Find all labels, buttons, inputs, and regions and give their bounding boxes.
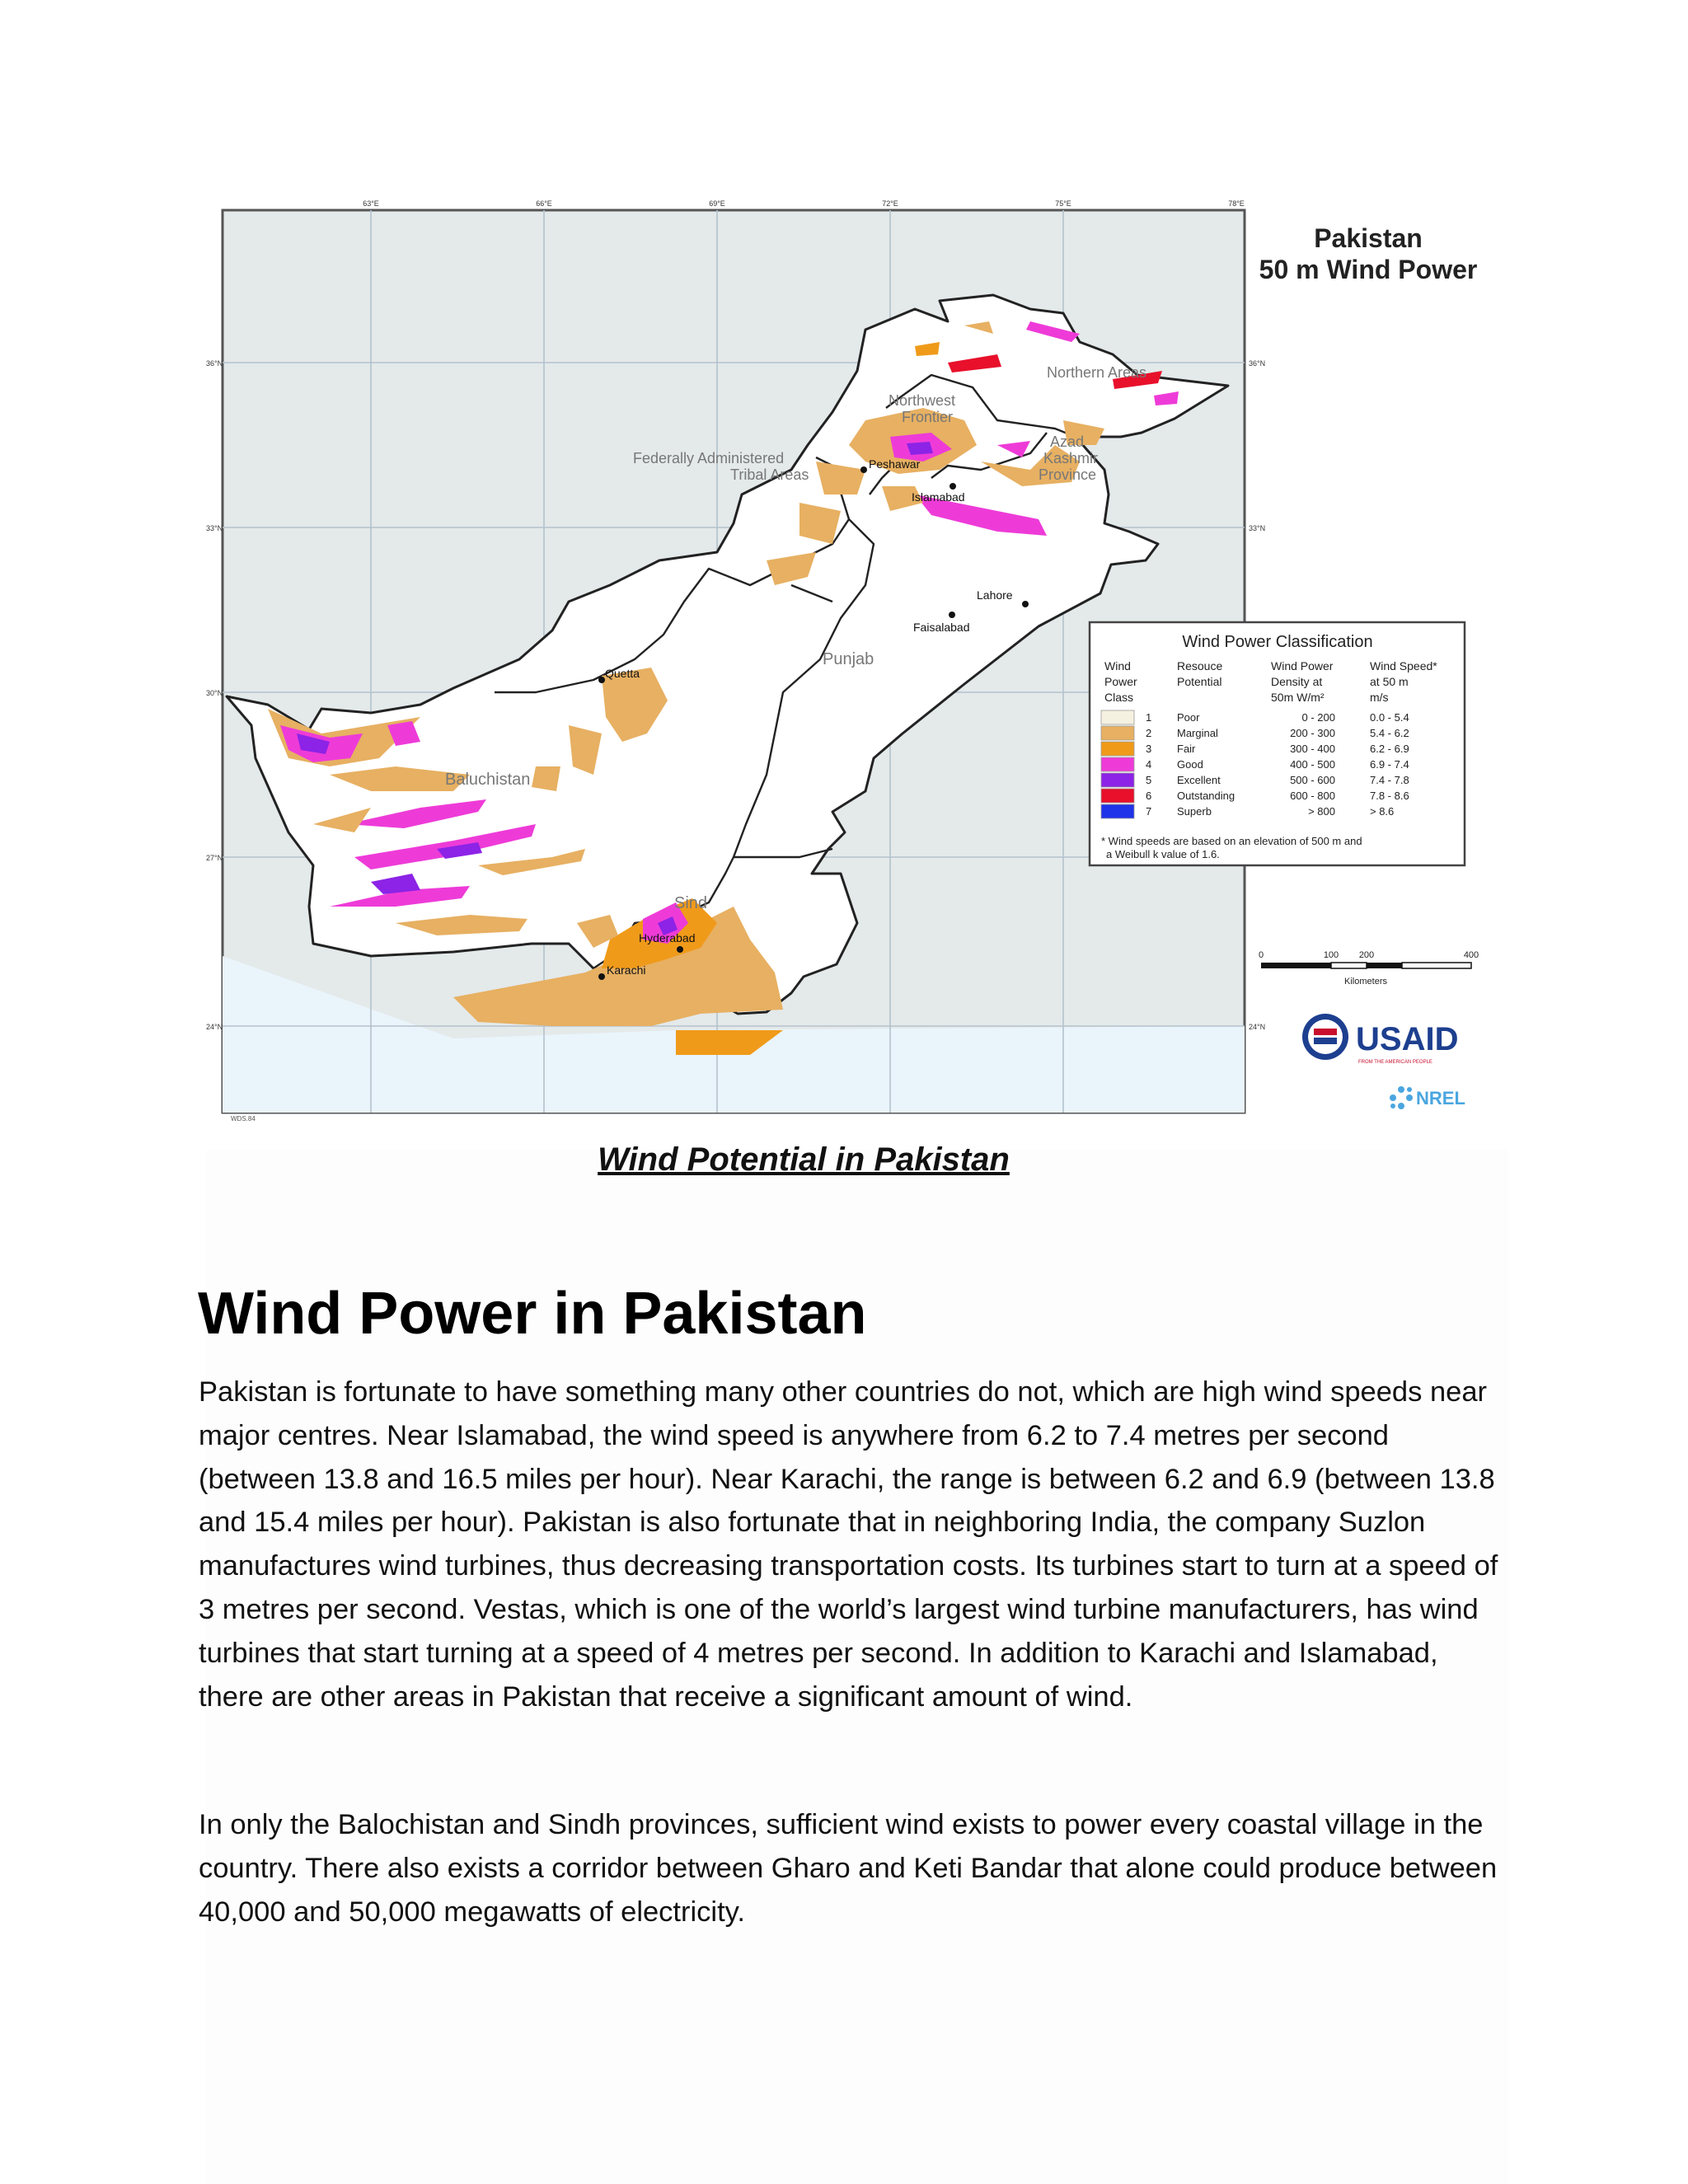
lon-tick-label: 72°E [882,199,898,208]
article-paragraph: In only the Balochistan and Sindh provinces, sufficient wind exists to power every coastal village in the country. There also exists a corridor between Gharo and Keti Bandar that alone could produce between 40,000 and 50,000 megawatts of electricity. [199,1809,1498,1928]
legend-header-class: Wind [1104,659,1131,673]
scale-unit-label: Kilometers [1344,977,1387,987]
legend-header-potential: Potential [1177,675,1222,688]
lat-tick-label: 33°N [1249,524,1266,532]
legend-speed: > 8.6 [1370,805,1395,818]
legend-speed: 7.8 - 8.6 [1370,790,1409,802]
legend-class: 2 [1146,727,1152,739]
legend-header-density: Wind Power [1271,659,1334,673]
legend-density: > 800 [1308,805,1335,818]
legend-swatch [1101,726,1134,740]
legend-class: 4 [1146,758,1152,771]
legend-density: 500 - 600 [1290,774,1335,786]
region-label-fata: Tribal Areas [730,466,809,483]
region-label-ajk: Azad [1050,434,1085,450]
region-label-balochistan: Baluchistan [445,771,531,789]
city-label-islamabad: Islamabad [912,490,965,504]
scale-tick-label: 0 [1258,950,1264,960]
legend-density: 300 - 400 [1290,743,1335,755]
map-subtitle: 50 m Wind Power [1259,255,1478,284]
lon-tick-label: 75°E [1055,199,1071,208]
legend-class: 5 [1146,774,1152,786]
article-heading: Wind Power in Pakistan [198,1281,867,1347]
legend-potential: Good [1177,758,1203,771]
scale-tick-label: 100 [1323,950,1339,960]
lat-tick-label: 24°N [1249,1023,1266,1031]
legend-density: 600 - 800 [1290,790,1335,802]
legend-swatch [1101,742,1134,756]
legend-speed: 6.2 - 6.9 [1370,743,1409,755]
city-label-hyderabad: Hyderabad [639,931,696,944]
legend-density: 400 - 500 [1290,758,1335,771]
wind-map-figure [206,198,1500,1137]
nrel-wordmark: NREL [1416,1088,1465,1108]
legend-density: 200 - 300 [1290,727,1335,739]
lat-tick-label: 33°N [206,524,223,532]
legend-speed: 7.4 - 7.8 [1370,774,1409,786]
lat-tick-label: 36°N [206,359,223,368]
legend-swatch [1101,773,1134,787]
legend-swatch [1101,789,1134,803]
region-label-ajk: Province [1039,466,1097,483]
lat-tick-label: 24°N [206,1023,223,1031]
legend-density: 0 - 200 [1301,711,1335,724]
region-label-punjab: Punjab [823,650,874,668]
region-label-nwfp: Northwest [889,392,956,409]
lon-tick-label: 63°E [363,199,379,208]
region-label-northern-areas: Northern Areas [1047,364,1147,381]
lat-tick-label: 30°N [206,689,223,697]
legend [1090,622,1465,865]
map-title: Pakistan [1314,223,1423,253]
usaid-wordmark: USAID [1356,1021,1459,1057]
city-label-peshawar: Peshawar [869,457,921,471]
legend-potential: Marginal [1177,727,1218,739]
legend-speed: 6.9 - 7.4 [1370,758,1409,771]
legend-header-speed: Wind Speed* [1370,659,1437,673]
scale-tick-label: 200 [1358,950,1375,960]
nrel-logo [1390,1086,1465,1109]
wind-power-map [206,198,1500,1137]
region-label-ajk: Kashmir [1043,450,1099,466]
usaid-logo [1302,1014,1458,1065]
scale-bar [1259,950,1479,987]
legend-class: 7 [1146,805,1152,818]
legend-swatch [1101,710,1134,724]
legend-header-density: 50m W/m² [1271,691,1325,704]
legend-speed: 0.0 - 5.4 [1370,711,1409,724]
region-label-nwfp: Frontier [902,409,954,425]
legend-header-speed: m/s [1370,691,1389,704]
city-label-faisalabad: Faisalabad [913,621,970,634]
legend-potential: Superb [1177,805,1212,818]
legend-footnote: a Weibull k value of 1.6. [1106,848,1220,860]
figure-caption: Wind Potential in Pakistan [598,1141,1010,1178]
lat-tick-label: 27°N [206,854,223,862]
legend-header-density: Density at [1271,675,1323,688]
legend-potential: Poor [1177,711,1200,724]
scale-tick-label: 400 [1463,950,1479,960]
legend-header-class: Class [1104,691,1134,704]
region-label-sind: Sind [674,894,708,912]
legend-header-speed: at 50 m [1370,675,1409,688]
legend-class: 3 [1146,743,1152,755]
map-credit: WDS.84 [231,1115,256,1122]
lat-tick-label: 36°N [1249,359,1266,368]
region-label-fata: Federally Administered [633,450,785,466]
article-paragraph: Pakistan is fortunate to have something many other countries do not, which are high wind speeds near major centres. Near Islamabad, the wind speed is anywhere from 6.2 to 7.4 metres per second (between 13.8 and 16.5 miles per hour). Near Karachi, the range is between 6.2 and 6.9 (between 13.8 and 15.4 miles per hour). Pakistan is also fortunate that in neighboring India, the company Suzlon manufactures wind turbines, thus decreasing transportation costs. Its turbines start to turn at a speed of 3 metres per second. Vestas, which is one of the world’s largest wind turbine manufacturers, has wind turbines that start turning at a speed of 4 metres per second. In addition to Karachi and Islamabad, there are other areas in Pakistan that receive a significant amount of wind. [199,1376,1498,1713]
legend-title: Wind Power Classification [1182,633,1373,651]
city-label-quetta: Quetta [605,667,640,680]
usaid-tagline: FROM THE AMERICAN PEOPLE [1358,1060,1432,1065]
lon-tick-label: 78°E [1228,199,1245,208]
legend-footnote: * Wind speeds are based on an elevation of 500 m and [1101,835,1362,847]
legend-potential: Outstanding [1177,790,1236,802]
legend-class: 6 [1146,790,1152,802]
legend-swatch [1101,757,1134,771]
legend-speed: 5.4 - 6.2 [1370,727,1409,739]
legend-header-class: Power [1104,675,1137,688]
legend-header-potential: Resouce [1177,659,1223,673]
city-label-karachi: Karachi [607,963,646,977]
legend-swatch [1101,804,1134,818]
legend-potential: Excellent [1177,774,1221,786]
lon-tick-label: 69°E [709,199,725,208]
legend-potential: Fair [1177,743,1196,755]
legend-class: 1 [1146,711,1152,724]
lon-tick-label: 66°E [536,199,552,208]
city-label-lahore: Lahore [977,588,1013,602]
